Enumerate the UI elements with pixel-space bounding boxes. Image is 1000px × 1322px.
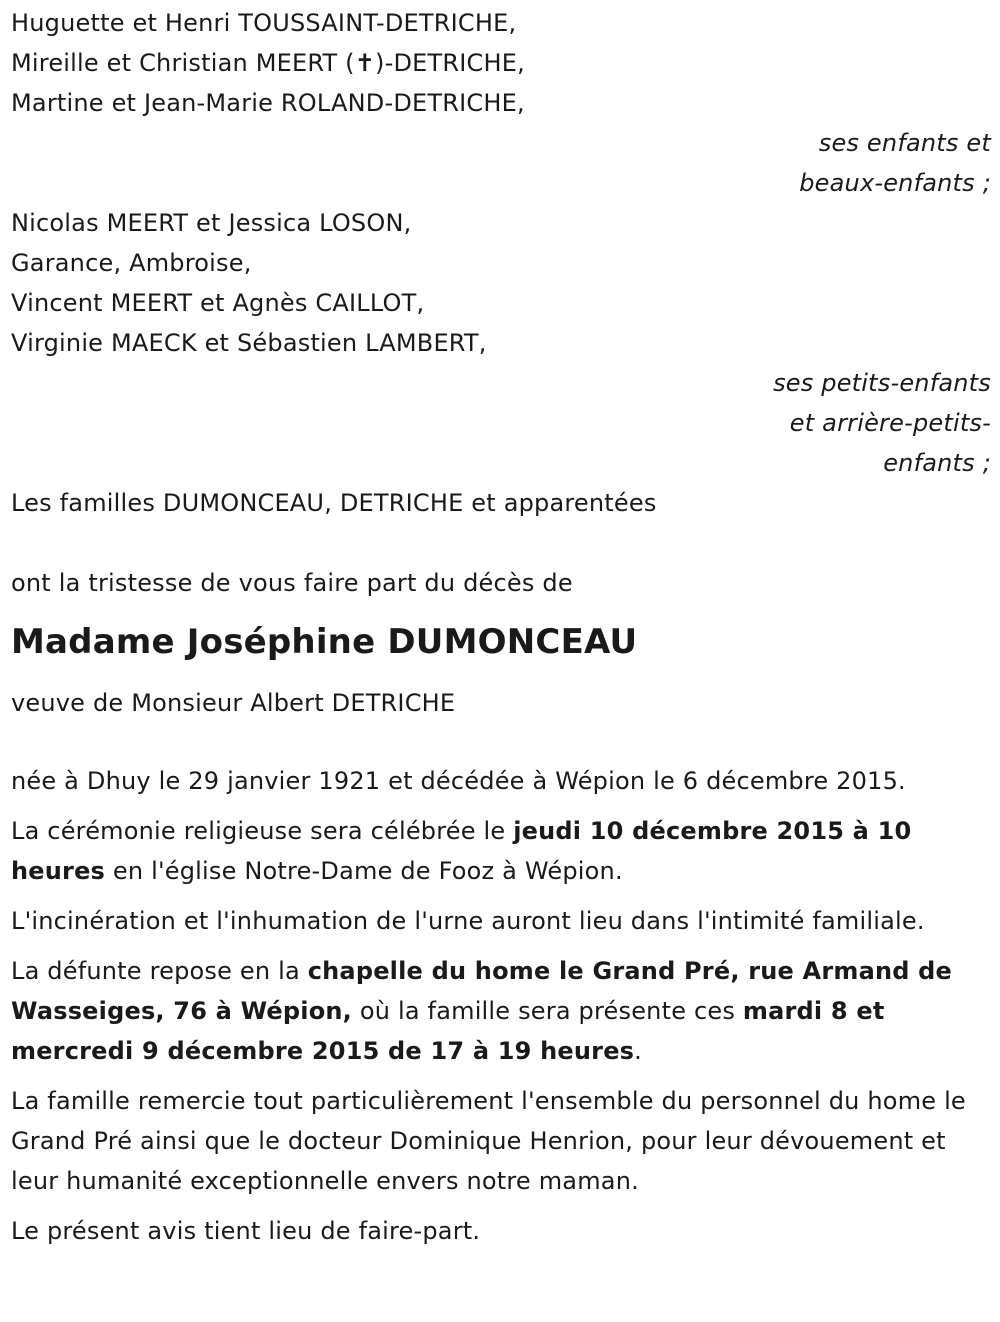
- viewing-place: chapelle du home le Grand Pré, rue Armand de Wasseiges, 76 à Wépion,: [11, 957, 953, 1025]
- grandchildren-line-1: Nicolas MEERT et Jessica LOSON,: [11, 209, 412, 237]
- viewing-paragraph: [11, 951, 991, 1071]
- children-line-2: Mireille et Christian MEERT (✝)-DETRICHE,: [11, 49, 525, 77]
- grandchildren-line-4: Virginie MAECK et Sébastien LAMBERT,: [11, 329, 487, 357]
- children-section: [11, 3, 991, 203]
- grandchildren-line-2: Garance, Ambroise,: [11, 249, 252, 277]
- children-role-2: beaux-enfants ;: [799, 169, 991, 197]
- notice-paragraph: Le présent avis tient lieu de faire-part.: [11, 1217, 481, 1245]
- grandchildren-section: [11, 203, 991, 483]
- deceased-name: Madame Joséphine DUMONCEAU: [11, 622, 638, 662]
- thanks-paragraph: La famille remercie tout particulièrement l'ensemble du personnel du home le Grand Pré ainsi que le docteur Dominique Henrion, pour leur dévouement et leur humanité exceptionnelle envers notre maman.: [11, 1087, 966, 1195]
- families-line: Les familles DUMONCEAU, DETRICHE et apparentées: [11, 489, 657, 517]
- born-died-line: née à Dhuy le 29 janvier 1921 et décédée à Wépion le 6 décembre 2015.: [11, 767, 906, 795]
- ceremony-when: jeudi 10 décembre 2015 à 10 heures: [11, 817, 912, 885]
- ceremony-where: en l'église Notre-Dame de Fooz à Wépion.: [105, 857, 623, 885]
- ceremony-paragraph: [11, 811, 991, 891]
- cremation-paragraph: L'incinération et l'inhumation de l'urne auront lieu dans l'intimité familiale.: [11, 907, 925, 935]
- children-role-1: ses enfants et: [818, 129, 991, 157]
- grandchildren-line-3: Vincent MEERT et Agnès CAILLOT,: [11, 289, 425, 317]
- grandchildren-role-3: enfants ;: [883, 449, 991, 477]
- ceremony-lead: La cérémonie religieuse sera célébrée le: [11, 817, 514, 845]
- obituary-notice: [11, 3, 991, 1251]
- viewing-lead: La défunte repose en la: [11, 957, 308, 985]
- children-line-3: Martine et Jean-Marie ROLAND-DETRICHE,: [11, 89, 525, 117]
- widow-of-line: veuve de Monsieur Albert DETRICHE: [11, 689, 456, 717]
- grandchildren-role-2: et arrière-petits-: [789, 409, 991, 437]
- announcement-line: ont la tristesse de vous faire part du décès de: [11, 569, 573, 597]
- children-line-1: Huguette et Henri TOUSSAINT-DETRICHE,: [11, 9, 517, 37]
- viewing-end: .: [634, 1037, 643, 1065]
- viewing-mid: où la famille sera présente ces: [352, 997, 743, 1025]
- viewing-dates: mardi 8 et mercredi 9 décembre 2015 de 17 à 19 heures: [11, 997, 885, 1065]
- grandchildren-role-1: ses petits-enfants: [773, 369, 991, 397]
